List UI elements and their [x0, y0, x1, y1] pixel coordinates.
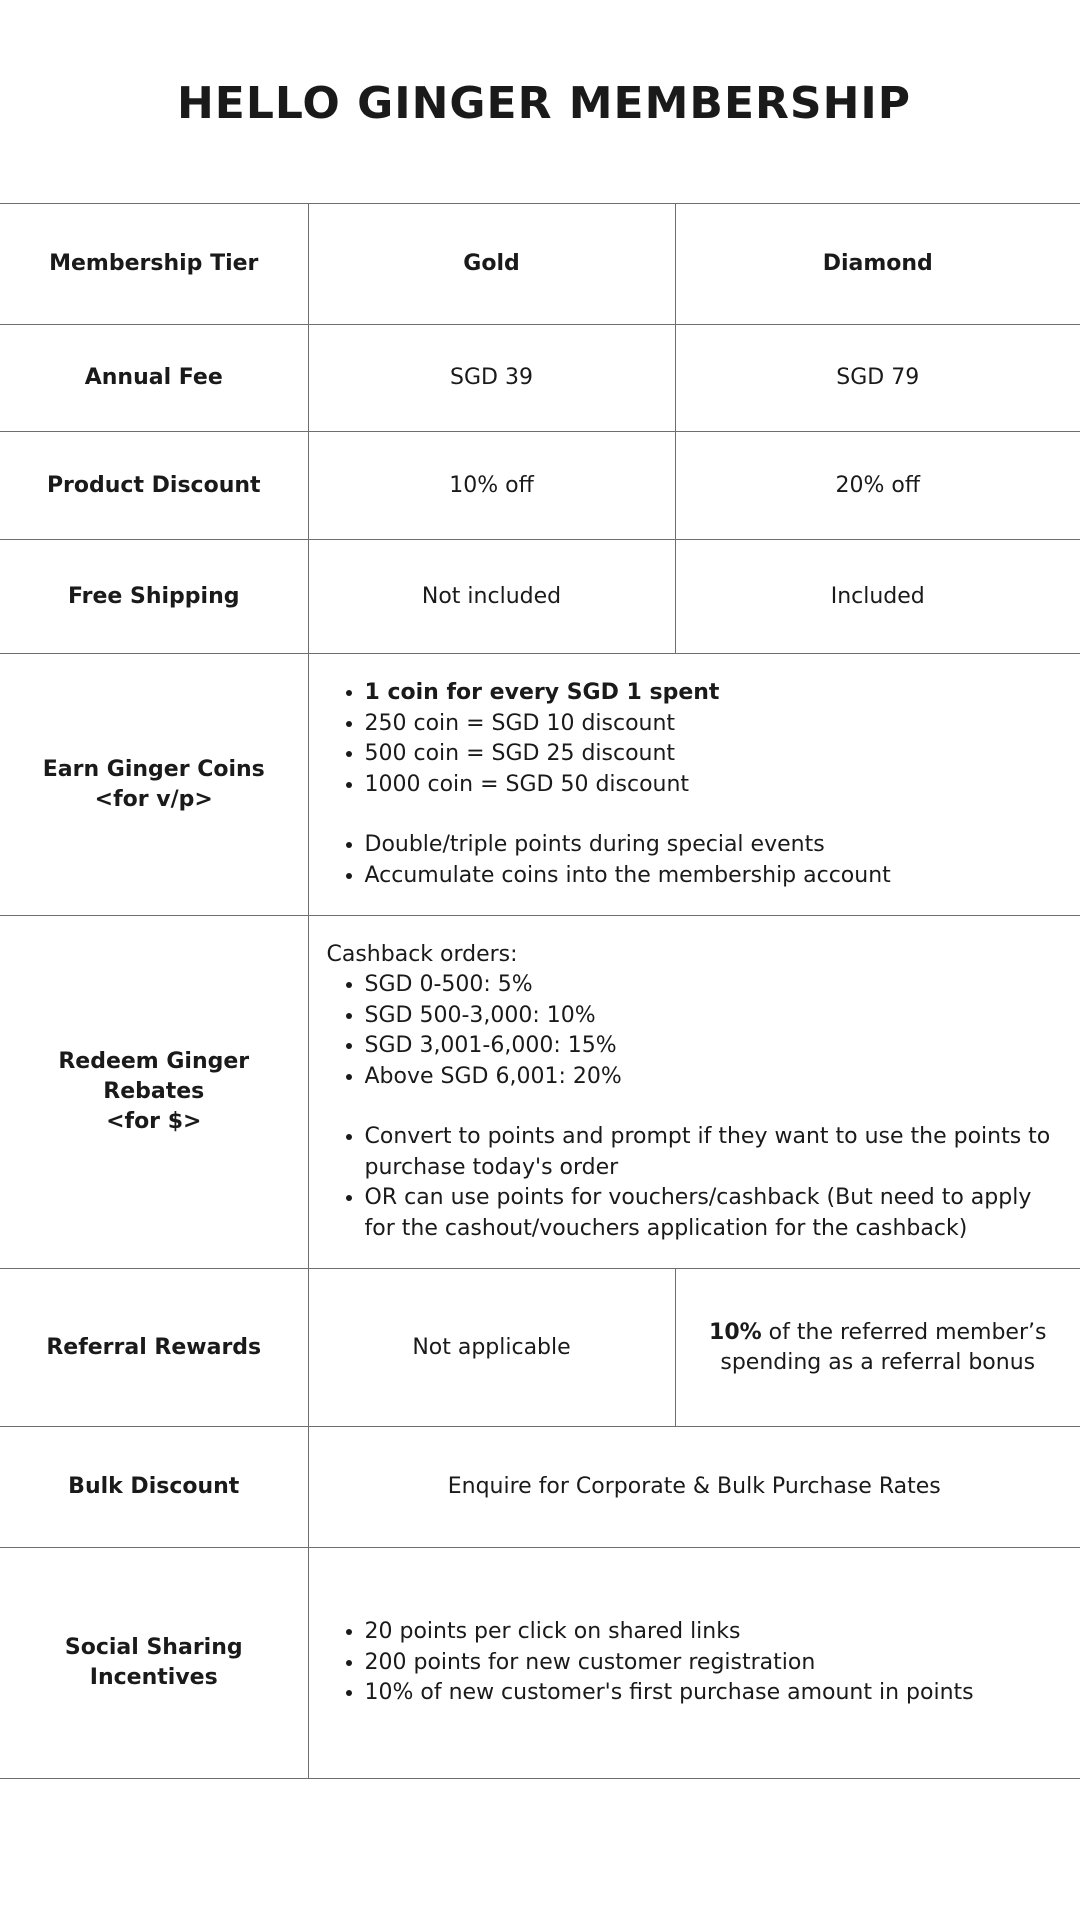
- product-discount-gold: 10% off: [308, 432, 675, 540]
- referral-percent: 10%: [709, 1319, 762, 1345]
- list-item: • Double/triple points during special events: [365, 830, 1061, 861]
- row-product-discount: [0, 432, 1080, 540]
- row-label-referral-rewards: Referral Rewards: [0, 1269, 308, 1427]
- social-incentives-list: [327, 1617, 1061, 1709]
- earn-coins-details: [308, 654, 1080, 916]
- referral-diamond-line1-rest: of the referred member’s: [761, 1319, 1047, 1345]
- referral-gold: Not applicable: [308, 1269, 675, 1427]
- row-earn-ginger-coins: [0, 654, 1080, 916]
- free-shipping-gold: Not included: [308, 540, 675, 654]
- list-item: • Accumulate coins into the membership account: [365, 861, 1061, 892]
- row-label-membership-tier: Membership Tier: [0, 204, 308, 325]
- cashback-tier-list: [327, 970, 1061, 1092]
- tier-gold-header: Gold: [308, 204, 675, 325]
- earn-coins-label-line2: <for v/p>: [94, 786, 213, 812]
- list-item: • 20 points per click on shared links: [365, 1617, 1061, 1648]
- list-item: • 1000 coin = SGD 50 discount: [365, 770, 1061, 801]
- row-label-earn-ginger-coins: [0, 654, 308, 916]
- list-item: • 200 points for new customer registration: [365, 1648, 1061, 1679]
- row-label-social-sharing: [0, 1548, 308, 1779]
- earn-coins-label-line1: Earn Ginger Coins: [42, 756, 265, 782]
- row-membership-tier: [0, 204, 1080, 325]
- row-label-bulk-discount: Bulk Discount: [0, 1427, 308, 1548]
- referral-diamond: [675, 1269, 1080, 1427]
- list-item: • SGD 3,001-6,000: 15%: [365, 1031, 1061, 1062]
- list-item: • 1 coin for every SGD 1 spent: [365, 678, 1061, 709]
- redeem-label-line2: Rebates: [103, 1079, 205, 1104]
- social-sharing-details: [308, 1548, 1080, 1779]
- page-title: HELLO GINGER MEMBERSHIP: [176, 78, 912, 129]
- product-discount-diamond: 20% off: [675, 432, 1080, 540]
- tier-diamond-header: Diamond: [675, 204, 1080, 325]
- row-label-annual-fee: Annual Fee: [0, 325, 308, 432]
- row-annual-fee: [0, 325, 1080, 432]
- list-item: • Convert to points and prompt if they want to use the points to purchase today's order: [365, 1122, 1061, 1183]
- cashback-intro: Cashback orders:: [326, 941, 518, 967]
- row-label-product-discount: Product Discount: [0, 432, 308, 540]
- list-item: • 250 coin = SGD 10 discount: [365, 709, 1061, 740]
- redeem-notes-list: [327, 1122, 1061, 1244]
- social-label-line1: Social Sharing: [64, 1635, 243, 1660]
- social-label-line2: Incentives: [89, 1665, 218, 1690]
- row-bulk-discount: [0, 1427, 1080, 1548]
- list-item: • OR can use points for vouchers/cashback (But need to apply for the cashout/vouchers application for the cashback): [365, 1183, 1061, 1244]
- list-item: • 10% of new customer's first purchase amount in points: [365, 1678, 1061, 1709]
- referral-diamond-line2: spending as a referral bonus: [720, 1349, 1036, 1375]
- referral-diamond-line1: [706, 1318, 1051, 1348]
- row-referral-rewards: [0, 1269, 1080, 1427]
- membership-table: [0, 203, 1080, 1779]
- list-item: • 500 coin = SGD 25 discount: [365, 739, 1061, 770]
- list-item: • SGD 0-500: 5%: [365, 970, 1061, 1001]
- row-label-redeem-ginger-rebates: [0, 916, 308, 1269]
- earn-coins-list-b: [327, 830, 1061, 891]
- redeem-label-line3: <for $>: [106, 1109, 202, 1134]
- free-shipping-diamond: Included: [675, 540, 1080, 654]
- row-social-sharing: [0, 1548, 1080, 1779]
- bulk-discount-value: Enquire for Corporate & Bulk Purchase Rates: [308, 1427, 1080, 1548]
- earn-coins-list-a: [327, 678, 1061, 800]
- list-item: • SGD 500-3,000: 10%: [365, 1001, 1061, 1032]
- row-free-shipping: [0, 540, 1080, 654]
- row-redeem-ginger-rebates: [0, 916, 1080, 1269]
- annual-fee-gold: SGD 39: [308, 325, 675, 432]
- annual-fee-diamond: SGD 79: [675, 325, 1080, 432]
- list-item: • Above SGD 6,001: 20%: [365, 1062, 1061, 1093]
- redeem-label-line1: Redeem Ginger: [58, 1049, 250, 1074]
- row-label-free-shipping: Free Shipping: [0, 540, 308, 654]
- redeem-rebates-details: [308, 916, 1080, 1269]
